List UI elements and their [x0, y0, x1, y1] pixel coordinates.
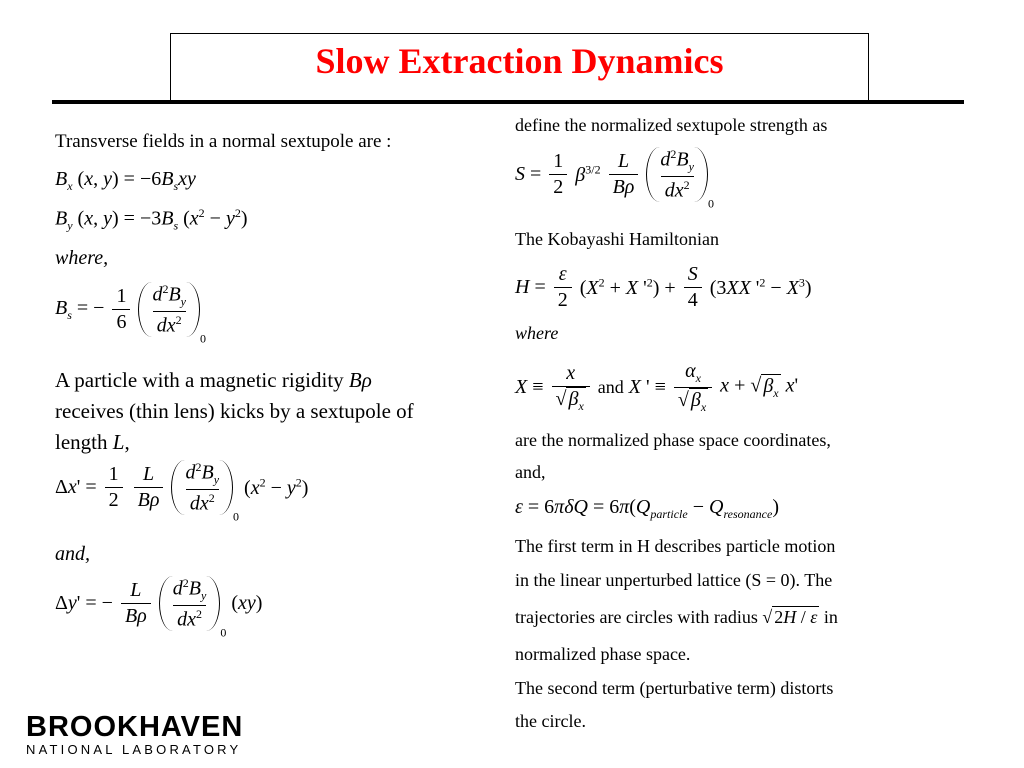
equation-bs: $B_s$ = − $\frac{1}{6}$ $\frac{d^2B_y}{dx^2}$ $_0$ — [55, 282, 206, 346]
equation-s: S = $\frac{1}{2}$ $\beta^{3/2}$ $\frac{L}{B\rho}$ $\frac{d^2B_y}{dx^2}$ $_0$ — [515, 147, 714, 211]
particle-text-line2: receives (thin lens) kicks by a sextupole of — [55, 399, 414, 423]
equation-bx: $B_x$ (x, $y) = -6B_sxy$ — [55, 168, 196, 193]
particle-text-line3: length L, — [55, 430, 130, 454]
equation-dx: Δx' = $\frac{1}{2}$ $\frac{L}{B\rho}$ $\frac{d^2B_y}{dx^2}$ $_0$ $(x^2 - y^2)$ — [55, 460, 309, 524]
define-text: define the normalized sextupole strength as — [515, 115, 828, 135]
kobayashi-text: The Kobayashi Hamiltonian — [515, 229, 719, 249]
first-term-line1: The first term in H describes particle motion — [515, 536, 836, 556]
second-term-line1: The second term (perturbative term) distorts — [515, 678, 834, 698]
page-title: Slow Extraction Dynamics — [315, 41, 724, 81]
brookhaven-logo — [26, 711, 243, 757]
first-term-line4: normalized phase space. — [515, 644, 691, 664]
normalized-coords-text: are the normalized phase space coordinates, — [515, 430, 831, 450]
equation-by: $B_y$ (x, $y) = -3B_s$ $(x^2 - y^2)$ — [55, 206, 248, 233]
first-term-line3: trajectories are circles with radius √ 2H / ε in — [515, 607, 838, 627]
first-term-line2: in the linear unperturbed lattice (S = 0). The — [515, 570, 833, 590]
particle-text-line1: A particle with a magnetic rigidity Bρ — [55, 368, 372, 392]
equation-epsilon: $\varepsilon = 6\pi\delta Q = 6\pi(Q_{particle} - Q_{resonance})$ — [515, 496, 779, 521]
equation-dy: Δy' = − $\frac{L}{B\rho}$ $\frac{d^2B_y}{dx^2}$ $_0$ (xy) — [55, 576, 263, 640]
and-label-right: and, — [515, 462, 546, 482]
second-term-line2: the circle. — [515, 711, 586, 731]
and-label: and, — [55, 543, 90, 565]
title-rule — [52, 100, 964, 104]
equation-normalized-coords: X ≡ $\frac{x}{√ \beta_x}$ and X ' ≡ $\frac{\alpha_x}{√ \beta_x}$ x + √ $\beta_x$ x' — [515, 360, 799, 414]
where-label-right: where — [515, 323, 559, 343]
logo-sub-text: NATIONAL LABORATORY — [26, 742, 242, 757]
logo-main-text: BROOKHAVEN — [26, 711, 244, 743]
intro-text: Transverse fields in a normal sextupole are : — [55, 131, 392, 152]
where-label: where, — [55, 247, 109, 269]
equation-hamiltonian: H = $\frac{\varepsilon}{2}$ ($X^2 + X$ '$^2$) + $\frac{S}{4}$ (3XX '$^2 - X^3$) — [515, 263, 812, 311]
